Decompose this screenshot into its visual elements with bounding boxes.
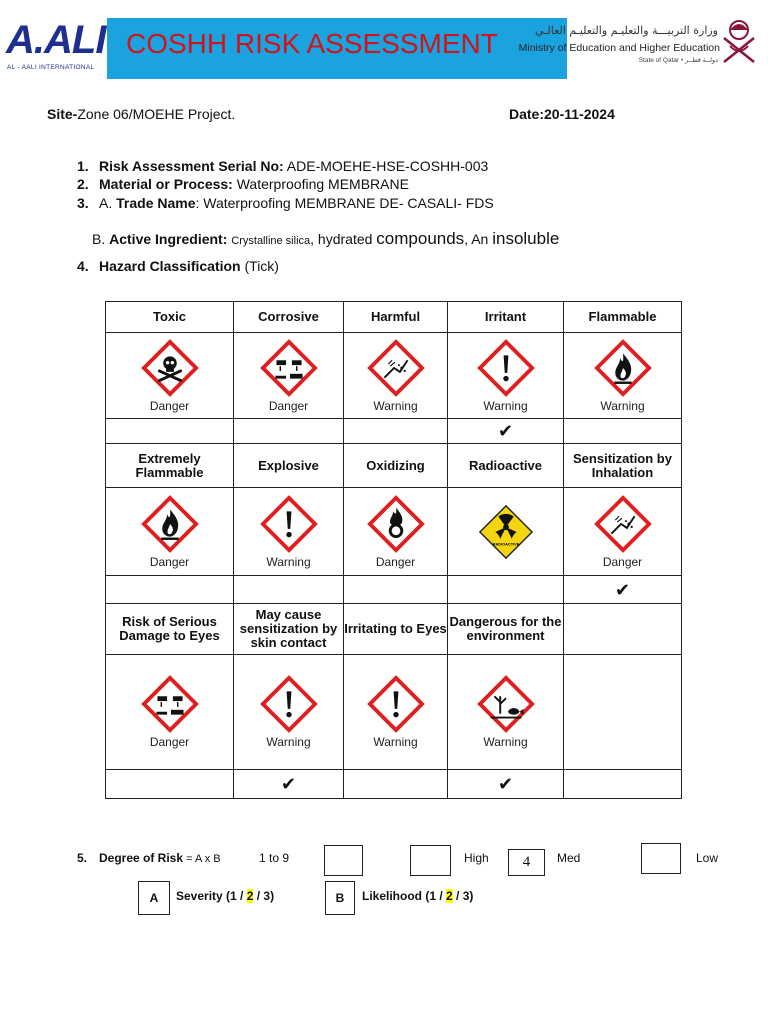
hazard-pictogram-cell <box>106 488 234 576</box>
hazard-tick-cell[interactable] <box>564 419 682 444</box>
signal-word: Danger <box>268 398 309 413</box>
risk-low-box[interactable] <box>641 843 681 874</box>
hazard-tick-cell[interactable] <box>234 770 344 799</box>
hazard-name: Extremely Flammable <box>106 444 234 488</box>
serial-label: Risk Assessment Serial No: <box>99 158 284 174</box>
degree-of-risk-line: 5. Degree of Risk = A x B <box>77 851 221 865</box>
hazard-pictogram-cell <box>344 488 448 576</box>
hazard-pictogram-cell <box>234 655 344 770</box>
signal-word: Warning <box>373 735 418 749</box>
hazard-pictogram-cell <box>234 333 344 419</box>
trade-name-line: 3. A. Trade Name: Waterproofing MEMBRANE DE- CASALI- FDS <box>77 195 494 211</box>
date-line <box>509 106 615 122</box>
site-value: Zone 06/MOEHE Project. <box>77 106 236 122</box>
signal-word: Danger <box>602 554 643 569</box>
signal-word: Warning <box>373 398 418 413</box>
hazard-tick-cell[interactable] <box>448 576 564 604</box>
checkmark-icon: ✔ <box>614 579 631 600</box>
exclamation-mark-icon <box>260 675 318 733</box>
corrosion-icon <box>141 675 199 733</box>
signal-word: Warning <box>266 554 311 569</box>
likelihood-selected: 2 <box>446 889 453 903</box>
date-value: 20-11-2024 <box>544 106 615 122</box>
hazard-tick-cell[interactable] <box>234 576 344 604</box>
hazard-tick-row <box>106 770 682 799</box>
hazard-header-row <box>106 444 682 488</box>
hazard-pictogram-cell <box>448 333 564 419</box>
flame-icon <box>594 339 652 397</box>
risk-med-label: Med <box>557 851 581 865</box>
site-line <box>47 106 235 122</box>
trade-name-label: Trade Name <box>116 195 196 211</box>
risk-range: 1 to 9 <box>259 851 290 865</box>
hazard-name: Radioactive <box>448 444 564 488</box>
signal-word: Danger <box>375 554 416 569</box>
hazard-tick-cell[interactable] <box>564 770 682 799</box>
exclamation-mark-icon <box>367 675 425 733</box>
hazard-name: Toxic <box>106 302 234 333</box>
company-logo <box>6 18 106 76</box>
hazard-pictogram-cell <box>106 333 234 419</box>
hazard-tick-cell[interactable] <box>234 419 344 444</box>
hazard-pictogram-cell <box>344 333 448 419</box>
hazard-tick-row <box>106 576 682 604</box>
hazard-tick-cell[interactable] <box>564 576 682 604</box>
signal-word: Warning <box>483 735 528 749</box>
hazard-pictogram-cell <box>564 333 682 419</box>
radioactive-sign-text: RADIOACTIVE <box>492 542 519 547</box>
hazard-pictogram-cell <box>564 488 682 576</box>
risk-high-box[interactable] <box>410 845 451 876</box>
qatar-emblem-icon <box>720 16 758 66</box>
hazard-pictogram-cell <box>344 655 448 770</box>
checkmark-icon: ✔ <box>280 774 297 794</box>
signal-word: Danger <box>149 554 190 569</box>
active-ingredient-label: Active Ingredient <box>109 231 223 247</box>
hazard-tick-cell[interactable] <box>106 419 234 444</box>
hazard-name: Oxidizing <box>344 444 448 488</box>
checkmark-icon: ✔ <box>497 421 514 441</box>
risk-med-box[interactable]: 4 <box>508 849 545 876</box>
risk-low-label: Low <box>696 851 719 865</box>
hazard-pictogram-row <box>106 655 682 770</box>
likelihood-b-box: B <box>325 881 355 915</box>
material-value: Waterproofing MEMBRANE <box>232 176 409 192</box>
hazard-name <box>564 604 682 655</box>
site-label: Site- <box>47 106 78 122</box>
hazard-pictogram-cell <box>234 488 344 576</box>
hazard-pictogram-row <box>106 333 682 419</box>
ministry-logo <box>518 16 760 72</box>
hazard-tick-cell[interactable] <box>344 419 448 444</box>
ministry-name-arabic: وزارة التربيـــة والتعليـم والتعليـم العالـي <box>535 24 718 37</box>
degree-of-risk-label: Degree of Risk <box>99 851 184 865</box>
material-label: Material or Process: <box>99 176 233 192</box>
severity-selected: 2 <box>246 889 254 903</box>
corrosion-icon <box>260 339 318 397</box>
hazard-header-row <box>106 604 682 655</box>
hazard-name: Explosive <box>234 444 344 488</box>
hazard-tick-row <box>106 419 682 444</box>
hazard-name: Flammable <box>564 302 682 333</box>
radioactive-icon <box>477 503 535 561</box>
flame-over-circle-icon <box>367 495 425 553</box>
hazard-name: Sensitization by Inhalation <box>564 444 682 488</box>
hazard-name: Irritating to Eyes <box>344 604 448 655</box>
hazard-classification-heading: 4. Hazard Classification (Tick) <box>77 258 279 274</box>
material-line: 2. Material or Process: Waterproofing MEMBRANE <box>77 176 409 192</box>
risk-high-label: High <box>464 851 489 865</box>
environment-icon <box>477 675 535 733</box>
exclamation-mark-icon <box>260 495 318 553</box>
signal-word: Danger <box>149 735 190 749</box>
signal-word: Danger <box>149 398 190 413</box>
hazard-tick-cell[interactable] <box>448 419 564 444</box>
hazard-tick-cell[interactable] <box>106 576 234 604</box>
hazard-pictogram-row <box>106 488 682 576</box>
hazard-name: May cause sensitization by skin contact <box>234 604 344 655</box>
hazard-tick-cell[interactable] <box>344 770 448 799</box>
serial-value: ADE-MOEHE-HSE-COSHH-003 <box>283 158 489 174</box>
hazard-name: Harmful <box>344 302 448 333</box>
skull-crossbones-icon <box>141 339 199 397</box>
hazard-tick-cell[interactable] <box>448 770 564 799</box>
hazard-pictogram-cell <box>448 655 564 770</box>
health-hazard-icon <box>367 339 425 397</box>
health-hazard-icon <box>594 495 652 553</box>
hazard-pictogram-cell <box>564 655 682 770</box>
serial-line: 1. Risk Assessment Serial No: ADE-MOEHE-HSE-COSHH-003 <box>77 158 489 174</box>
hazard-table <box>105 301 682 799</box>
ministry-name-english: Ministry of Education and Higher Education <box>518 42 720 54</box>
likelihood-scale: Likelihood (1 / 2 / 3) <box>362 889 474 903</box>
hazard-tick-cell[interactable] <box>344 576 448 604</box>
hazard-header-row <box>106 302 682 333</box>
hazard-pictogram-cell <box>448 488 564 576</box>
severity-scale: Severity (1 / 2 / 3) <box>176 889 275 903</box>
hazard-name: Dangerous for the environment <box>448 604 564 655</box>
risk-high-box-empty[interactable] <box>324 845 363 876</box>
hazard-tick-cell[interactable] <box>106 770 234 799</box>
signal-word: Warning <box>266 735 311 749</box>
hazard-name: Irritant <box>448 302 564 333</box>
severity-a-box: A <box>138 881 170 915</box>
signal-word: Warning <box>483 398 528 413</box>
active-ingredient-line: B. Active Ingredient: Crystalline silica, hydrated compounds, An insoluble <box>92 229 560 248</box>
company-logo-subtext: AL - AALI INTERNATIONAL <box>7 64 95 71</box>
hazard-pictogram-cell <box>106 655 234 770</box>
flame-icon <box>141 495 199 553</box>
trade-name-value: : Waterproofing MEMBRANE DE- CASALI- FDS <box>195 195 494 211</box>
exclamation-mark-icon <box>477 339 535 397</box>
page-title: COSHH RISK ASSESSMENT <box>126 28 498 59</box>
date-label: Date: <box>509 106 545 122</box>
checkmark-icon: ✔ <box>497 774 514 794</box>
ministry-state: State of Qatar • دولــة قطــر <box>638 57 718 64</box>
degree-of-risk-formula: = A x B <box>183 853 221 865</box>
company-logo-mark: A.ALI <box>6 18 106 62</box>
hazard-name: Corrosive <box>234 302 344 333</box>
signal-word: Warning <box>600 398 645 413</box>
hazard-name: Risk of Serious Damage to Eyes <box>106 604 234 655</box>
